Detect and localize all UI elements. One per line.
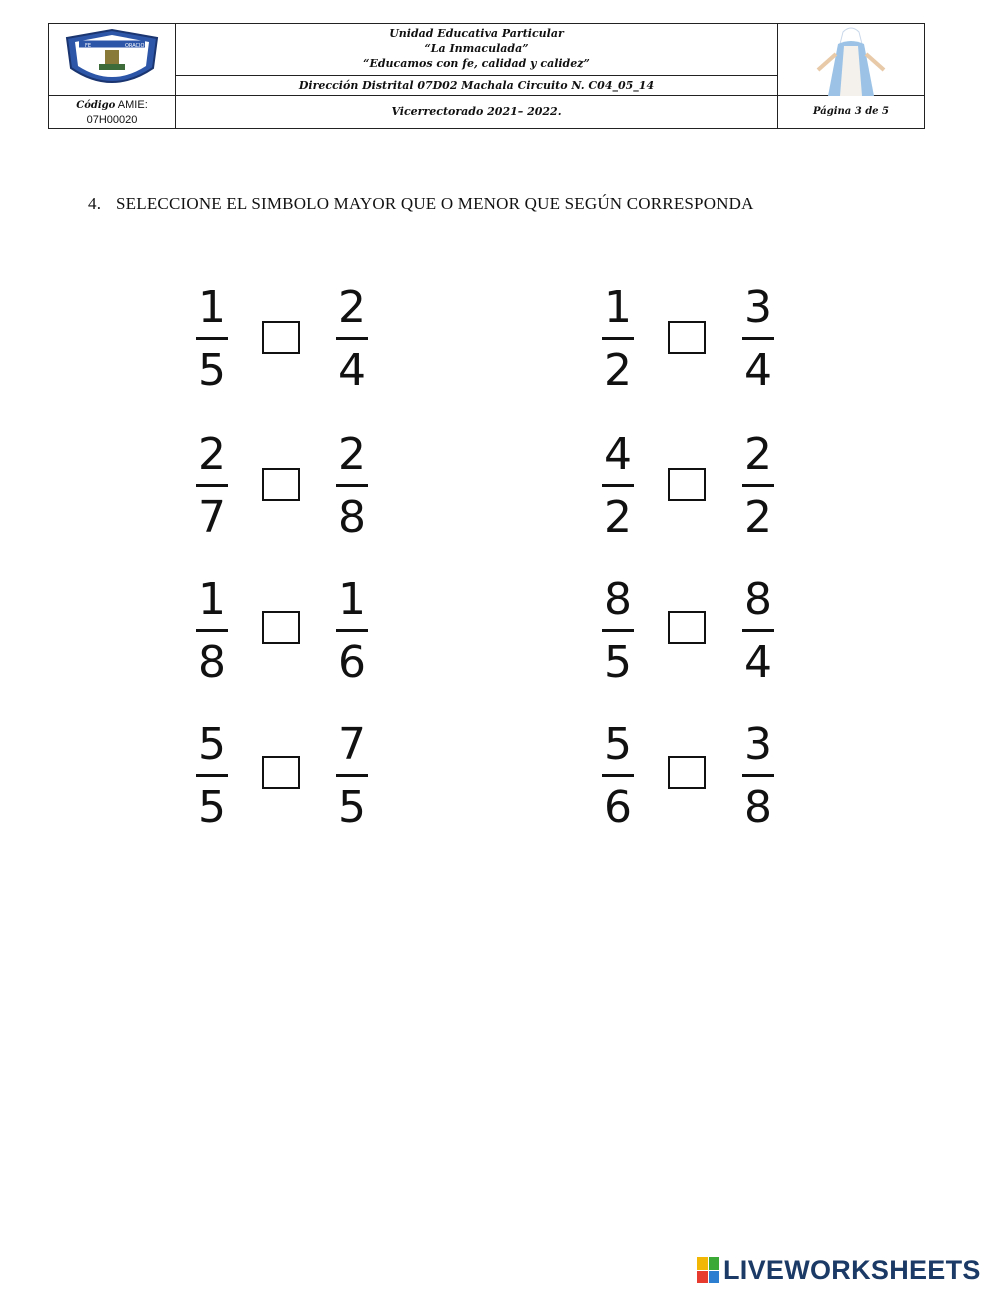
numerator: 3 (744, 719, 772, 770)
denominator: 4 (338, 345, 366, 396)
amie-label: AMIE: (117, 99, 148, 111)
crest-motto-right: ORACION (125, 43, 149, 49)
fraction-left (598, 575, 638, 688)
fraction-right (332, 720, 372, 833)
comparison-exercise (190, 575, 390, 695)
amie-code: 07H00020 (86, 114, 138, 126)
school-logo-cell (49, 24, 176, 96)
symbol-answer-box[interactable] (262, 321, 300, 354)
fraction-bar (336, 484, 368, 487)
denominator: 5 (338, 782, 366, 833)
school-crest-icon (49, 24, 176, 96)
fraction-bar (602, 774, 634, 777)
fraction-right (332, 283, 372, 396)
fraction-right (738, 720, 778, 833)
numerator: 1 (198, 574, 226, 625)
numerator: 2 (198, 429, 226, 480)
fraction-bar (602, 337, 634, 340)
comparison-exercise (190, 720, 390, 840)
denominator: 5 (198, 345, 226, 396)
liveworksheets-icon (697, 1257, 719, 1283)
symbol-answer-box[interactable] (262, 468, 300, 501)
fraction-right (332, 430, 372, 543)
fraction-bar (336, 629, 368, 632)
fraction-bar (196, 337, 228, 340)
crest-motto-left: FE (85, 43, 92, 49)
amie-code-cell (49, 96, 176, 128)
symbol-answer-box[interactable] (668, 468, 706, 501)
denominator: 4 (744, 345, 772, 396)
numerator: 1 (604, 282, 632, 333)
virgin-mary-icon (778, 24, 925, 96)
instruction-text: SELECCIONE EL SIMBOLO MAYOR QUE O MENOR QUE SEGÚN CORRESPONDA (116, 194, 754, 213)
fraction-left (598, 720, 638, 833)
fraction-right (738, 575, 778, 688)
comparison-exercise (190, 430, 390, 550)
comparison-exercise (596, 720, 796, 840)
exercise-instruction (88, 194, 754, 214)
virgin-mary-image-cell (777, 24, 924, 96)
numerator: 4 (604, 429, 632, 480)
numerator: 2 (744, 429, 772, 480)
comparison-exercise (596, 283, 796, 403)
numerator: 1 (338, 574, 366, 625)
denominator: 8 (744, 782, 772, 833)
numerator: 7 (338, 719, 366, 770)
symbol-answer-box[interactable] (668, 611, 706, 644)
fraction-bar (336, 337, 368, 340)
school-motto: “Educamos con fe, calidad y calidez” (363, 57, 590, 70)
amie-label-italic: Código (76, 100, 116, 111)
denominator: 6 (338, 637, 366, 688)
numerator: 2 (338, 282, 366, 333)
liveworksheets-logo[interactable] (697, 1256, 981, 1284)
symbol-answer-box[interactable] (668, 321, 706, 354)
school-subname: “La Inmaculada” (424, 42, 529, 55)
denominator: 4 (744, 637, 772, 688)
comparison-exercise (596, 575, 796, 695)
fraction-bar (196, 484, 228, 487)
district-direction: Dirección Distrital 07D02 Machala Circuito N. C04_05_14 (176, 76, 777, 96)
fraction-left (598, 430, 638, 543)
fraction-left (192, 575, 232, 688)
fraction-bar (742, 774, 774, 777)
fraction-left (598, 283, 638, 396)
denominator: 6 (604, 782, 632, 833)
comparison-exercise (596, 430, 796, 550)
fraction-bar (742, 337, 774, 340)
fraction-bar (336, 774, 368, 777)
symbol-answer-box[interactable] (262, 611, 300, 644)
page-number: Página 3 de 5 (777, 96, 924, 128)
vicerrectorado-label: Vicerrectorado 2021– 2022. (391, 105, 562, 118)
numerator: 5 (198, 719, 226, 770)
numerator: 8 (604, 574, 632, 625)
denominator: 5 (198, 782, 226, 833)
fraction-bar (196, 629, 228, 632)
school-title-cell (176, 24, 777, 76)
numerator: 5 (604, 719, 632, 770)
numerator: 1 (198, 282, 226, 333)
numerator: 2 (338, 429, 366, 480)
fraction-left (192, 283, 232, 396)
symbol-answer-box[interactable] (668, 756, 706, 789)
fraction-right (332, 575, 372, 688)
denominator: 2 (744, 492, 772, 543)
school-name: Unidad Educativa Particular (389, 27, 564, 40)
fraction-right (738, 283, 778, 396)
denominator: 7 (198, 492, 226, 543)
comparison-exercise (190, 283, 390, 403)
fraction-bar (742, 484, 774, 487)
numerator: 3 (744, 282, 772, 333)
numerator: 8 (744, 574, 772, 625)
document-header (48, 23, 925, 129)
fraction-bar (196, 774, 228, 777)
denominator: 2 (604, 492, 632, 543)
fraction-bar (602, 629, 634, 632)
fraction-left (192, 720, 232, 833)
exercise-number: 4. (88, 194, 102, 213)
fraction-bar (602, 484, 634, 487)
symbol-answer-box[interactable] (262, 756, 300, 789)
denominator: 8 (198, 637, 226, 688)
denominator: 8 (338, 492, 366, 543)
fraction-left (192, 430, 232, 543)
denominator: 5 (604, 637, 632, 688)
denominator: 2 (604, 345, 632, 396)
fraction-right (738, 430, 778, 543)
liveworksheets-brand-text: LIVEWORKSHEETS (723, 1254, 981, 1285)
fraction-bar (742, 629, 774, 632)
